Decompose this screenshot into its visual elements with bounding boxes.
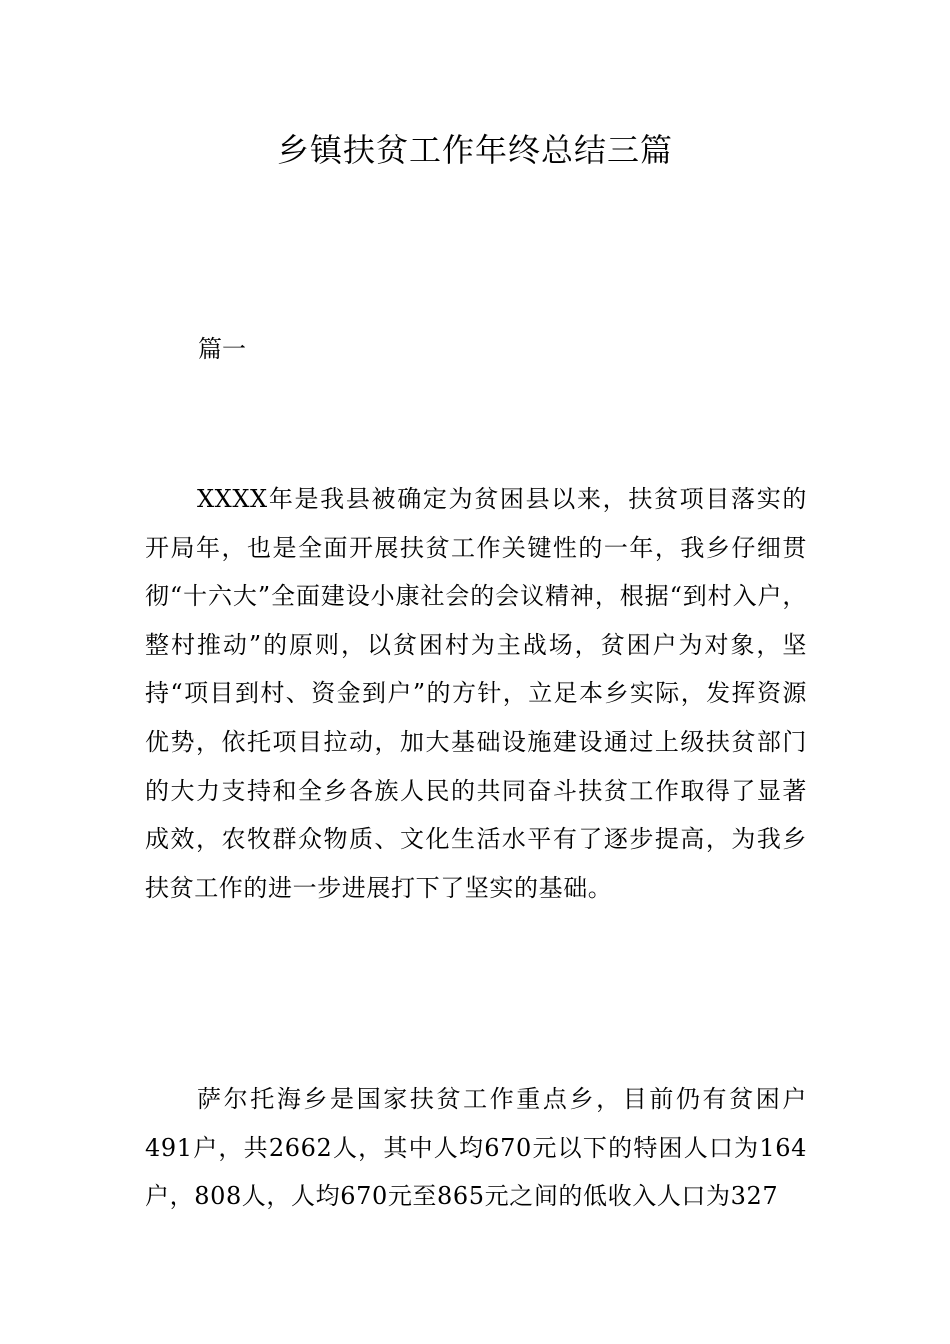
paragraph-1: XXXX年是我县被确定为贫困县以来，扶贫项目落实的开局年，也是全面开展扶贫工作关键性的一年，我乡仔细贯彻“十六大”全面建设小康社会的会议精神，根据“到村入户，整村推动”的原则，以贫困村为主战场，贫困户为对象，坚持“项目到村、资金到户”的方针，立足本乡实际，发挥资源优势，依托项目拉动，加大基础设施建设通过上级扶贫部门的大力支持和全乡各族人民的共同奋斗扶贫工作取得了显著成效，农牧群众物质、文化生活水平有了逐步提高，为我乡扶贫工作的进一步进展打下了坚实的基础。 — [145, 485, 807, 902]
document-title: 乡镇扶贫工作年终总结三篇 — [276, 131, 673, 169]
paragraph-2: 萨尔托海乡是国家扶贫工作重点乡，目前仍有贫困户491户，共2662人，其中人均670元以下的特困人口为164户，808人，人均670元至865元之间的低收入人口为327 — [145, 1085, 807, 1211]
section-heading: 篇一 — [198, 335, 246, 363]
